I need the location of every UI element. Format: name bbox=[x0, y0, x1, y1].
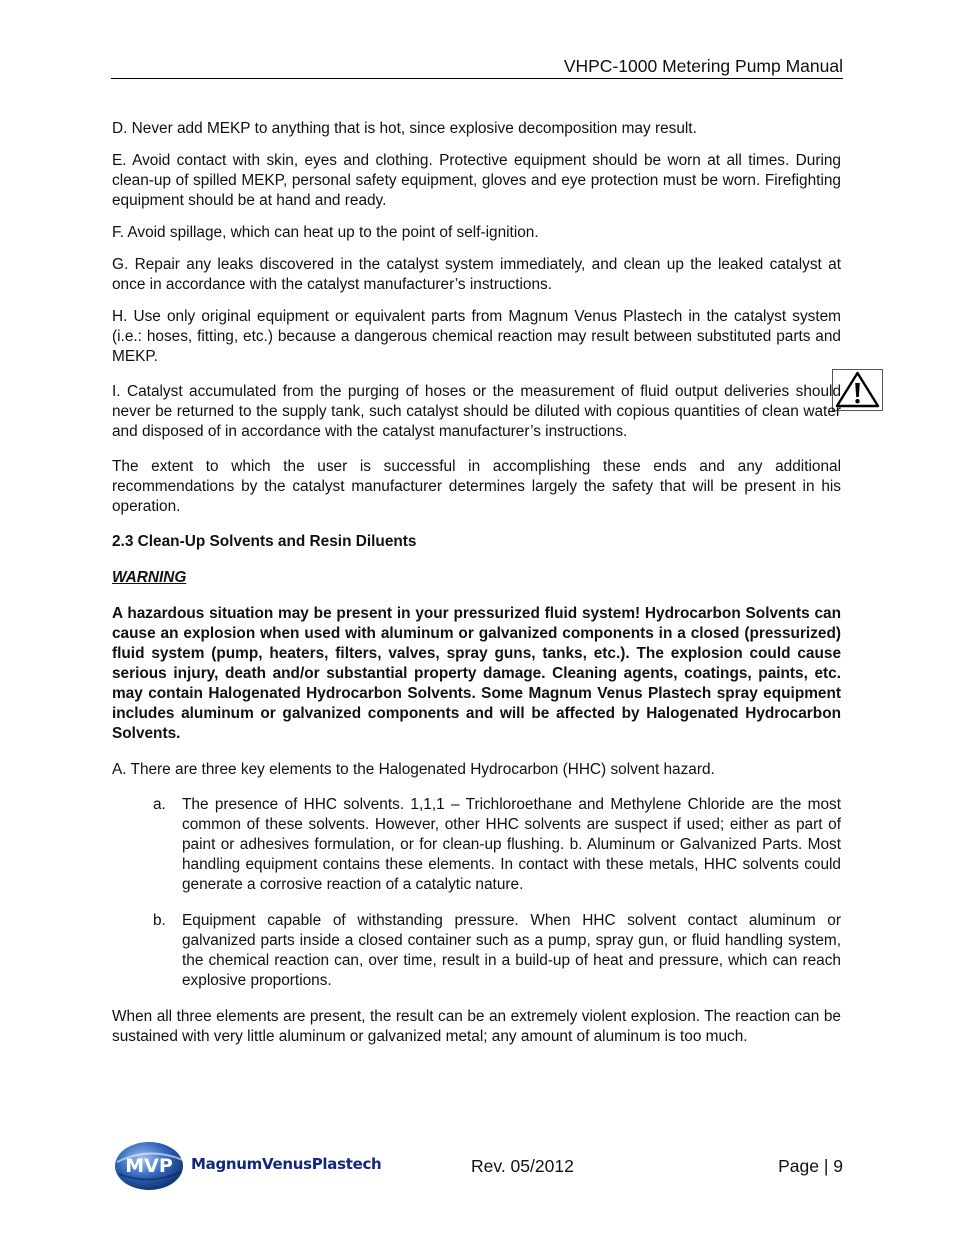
logo-wordmark: MagnumVenusPlastech bbox=[191, 1155, 382, 1173]
paragraph-h: H. Use only original equipment or equivalent parts from Magnum Venus Plastech in the catalyst system (i.e.: hoses, fitting, etc.) because a dangerous chemical reaction may result between substituted parts and MEKP. bbox=[112, 308, 841, 365]
mvp-logo bbox=[111, 1138, 401, 1192]
paragraph-a: A. There are three key elements to the Halogenated Hydrocarbon (HHC) solvent hazard. bbox=[112, 761, 715, 778]
paragraph-final: When all three elements are present, the result can be an extremely violent explosion. The reaction can be sustained with very little aluminum or galvanized metal; any amount of aluminum is too much. bbox=[112, 1008, 841, 1045]
list-marker: b. bbox=[153, 912, 166, 929]
document-body bbox=[112, 119, 841, 1059]
page-header bbox=[111, 54, 843, 79]
page-footer bbox=[111, 1138, 843, 1192]
paragraph-e: E. Avoid contact with skin, eyes and clothing. Protective equipment should be worn at all times. During clean-up of spilled MEKP, personal safety equipment, gloves and eye protection must be worn. Firefighting equipment should be at hand and ready. bbox=[112, 152, 841, 209]
warning-text: A hazardous situation may be present in your pressurized fluid system! Hydrocarbon Solvents can cause an explosion when used with aluminum or galvanized components in a closed (pressurized) fluid system (pump, heaters, filters, valves, spray guns, tanks, etc.). The explosion could cause serious injury, death and/or substantial property damage. Cleaning agents, coatings, paints, etc. may contain Halogenated Hydrocarbon Solvents. Some Magnum Venus Plastech spray equipment includes aluminum or galvanized components and will be affected by Halogenated Hydrocarbon Solvents. bbox=[112, 605, 841, 742]
warning-label: WARNING bbox=[112, 569, 187, 586]
paragraph-f: F. Avoid spillage, which can heat up to the point of self-ignition. bbox=[112, 224, 539, 241]
paragraph-g: G. Repair any leaks discovered in the catalyst system immediately, and clean up the leaked catalyst at once in accordance with the catalyst manufacturer’s instructions. bbox=[112, 256, 841, 293]
page-number: Page | 9 bbox=[778, 1156, 843, 1176]
list-item bbox=[112, 795, 841, 895]
logo-badge-text: MVP bbox=[125, 1155, 173, 1177]
paragraph-d: D. Never add MEKP to anything that is hot, since explosive decomposition may result. bbox=[112, 120, 697, 137]
list-item bbox=[112, 911, 841, 991]
paragraph-i: I. Catalyst accumulated from the purging of hoses or the measurement of fluid output deliveries should never be returned to the supply tank, such catalyst should be diluted with copious quantities of clean water and disposed of in accordance with the catalyst manufacturer’s instructions. bbox=[112, 383, 841, 440]
mvp-logo-icon bbox=[111, 1138, 191, 1192]
hazard-elements-list bbox=[112, 795, 841, 991]
manual-title: VHPC-1000 Metering Pump Manual bbox=[563, 56, 843, 76]
list-item-text: Equipment capable of withstanding pressure. When HHC solvent contact aluminum or galvanized parts inside a closed container such as a pump, spray gun, or fluid handling system, the chemical reaction can, over time, result in a build-up of heat and pressure, which can reach explosive proportions. bbox=[182, 912, 841, 989]
section-heading: 2.3 Clean-Up Solvents and Resin Diluents bbox=[112, 533, 417, 550]
list-item-text: The presence of HHC solvents. 1,1,1 – Trichloroethane and Methylene Chloride are the most common of these solvents. However, other HHC solvents are suspect if used; either as part of paint or adhesives formulation, or for clean-up flushing. b. Aluminum or Galvanized Parts. Most handling equipment contains these elements. In contact with these metals, HHC solvents could generate a corrosive reaction of a catalytic nature. bbox=[182, 796, 841, 893]
paragraph-extent: The extent to which the user is successful in accomplishing these ends and any additional recommendations by the catalyst manufacturer determines largely the safety that will be present in his operation. bbox=[112, 458, 841, 515]
revision-date: Rev. 05/2012 bbox=[471, 1156, 574, 1176]
list-marker: a. bbox=[153, 796, 166, 813]
